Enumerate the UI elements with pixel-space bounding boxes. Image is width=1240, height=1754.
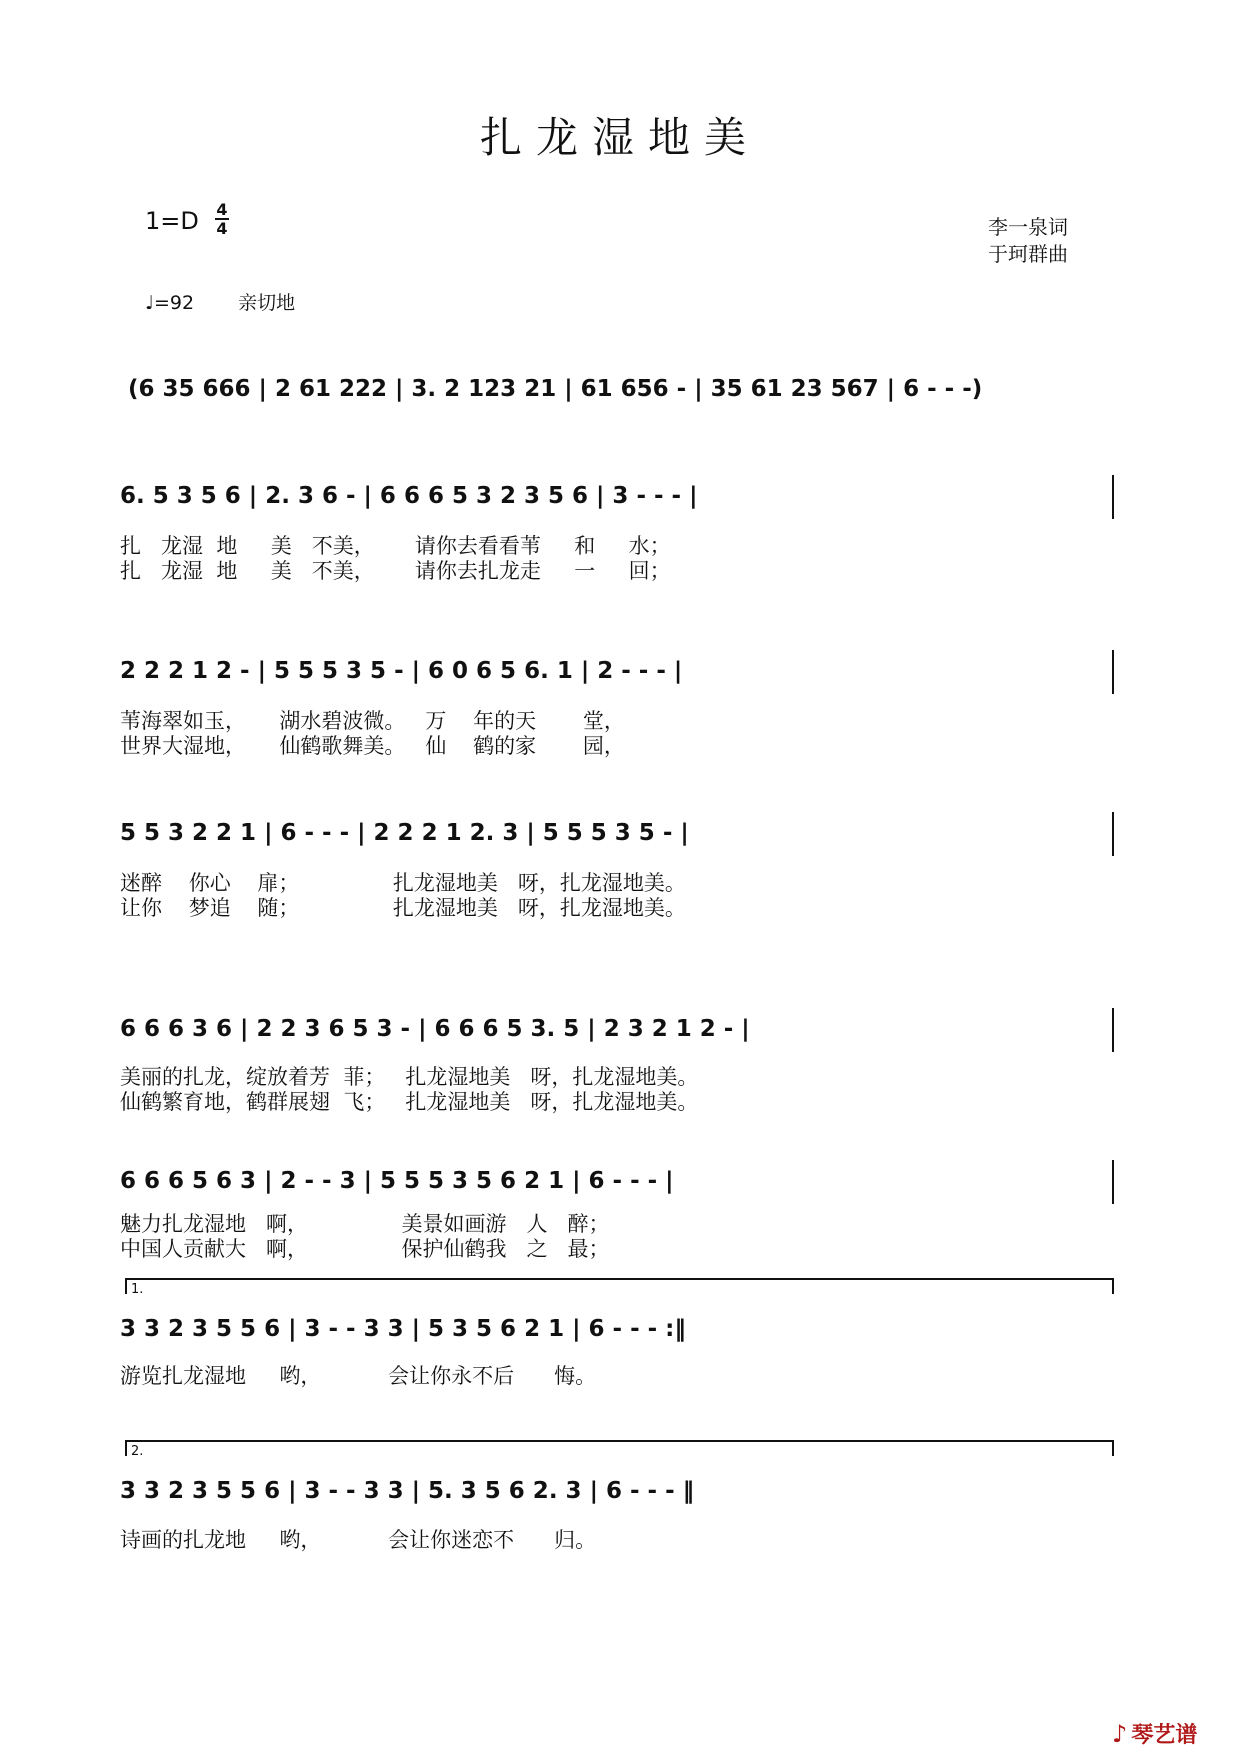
system-notes: 3 3 2 3 5 5 6 | 3 - - 3 3 | 5. 3 5 6 2. 3 | 6 - - - ‖ (120, 1478, 695, 1504)
time-signature (215, 201, 229, 237)
barline (1112, 1008, 1114, 1052)
time-signature-bottom: 4 (216, 219, 228, 238)
system-notes: 6 6 6 5 6 3 | 2 - - 3 | 5 5 5 3 5 6 2 1 | 6 - - - | (120, 1168, 674, 1194)
barline (1112, 650, 1114, 694)
lyric-verse-1: 迷醉 你心 扉； 扎龙湿地美 呀，扎龙湿地美。 (120, 871, 686, 895)
lyric-verse-1: 魅力扎龙湿地 啊， 美景如画游 人 醉； (120, 1212, 610, 1236)
lyric-verse-1: 苇海翠如玉， 湖水碧波微。 万 年的天 堂， (120, 709, 625, 733)
key-signature: 1=D (145, 207, 199, 235)
system-notes: 3 3 2 3 5 5 6 | 3 - - 3 3 | 5 3 5 6 2 1 | 6 - - - :‖ (120, 1316, 686, 1342)
system-notes: 5 5 3 2 2 1 | 6 - - - | 2 2 2 1 2. 3 | 5 5 5 3 5 - | (120, 820, 689, 846)
volta-bracket-1 (125, 1278, 1114, 1297)
credits (988, 214, 1068, 268)
barline (1112, 812, 1114, 856)
tempo-marking (145, 288, 295, 315)
lyric-verse-2: 世界大湿地， 仙鹤歌舞美。 仙 鹤的家 园， (120, 734, 625, 758)
expression-marking: 亲切地 (238, 292, 296, 314)
lyric-verse-2: 让你 梦追 随； 扎龙湿地美 呀，扎龙湿地美。 (120, 896, 686, 920)
lyric-line: 游览扎龙湿地 哟， 会让你永不后 悔。 (120, 1364, 597, 1388)
system-notes: 2 2 2 1 2 - | 5 5 5 3 5 - | 6 0 6 5 6. 1 | 2 - - - | (120, 658, 683, 684)
volta-number: 2. (131, 1444, 144, 1459)
lyric-verse-2: 扎 龙湿 地 美 不美， 请你去扎龙走 一 回； (120, 559, 671, 583)
volta-number: 1. (131, 1282, 144, 1297)
intro-notes: (6 35 666 | 2 61 222 | 3. 2 123 21 | 61 656 - | 35 61 23 567 | 6 - - -) (128, 376, 983, 402)
lyric-verse-1: 美丽的扎龙，绽放着芳 菲； 扎龙湿地美 呀，扎龙湿地美。 (120, 1065, 699, 1089)
system-notes: 6 6 6 3 6 | 2 2 3 6 5 3 - | 6 6 6 5 3. 5 | 2 3 2 1 2 - | (120, 1016, 750, 1042)
song-title: 扎龙湿地美 (479, 113, 760, 162)
logo-icon: ♪ (1112, 1720, 1128, 1748)
system-notes: 6. 5 3 5 6 | 2. 3 6 - | 6 6 6 5 3 2 3 5 6 | 3 - - - | (120, 483, 698, 509)
lyric-verse-2: 中国人贡献大 啊， 保护仙鹤我 之 最； (120, 1237, 610, 1261)
site-logo (1112, 1718, 1197, 1749)
time-signature-top: 4 (216, 200, 228, 219)
lyric-verse-1: 扎 龙湿 地 美 不美， 请你去看看苇 和 水； (120, 534, 671, 558)
composer: 于珂群曲 (988, 242, 1068, 266)
lyric-verse-2: 仙鹤繁育地，鹤群展翅 飞； 扎龙湿地美 呀，扎龙湿地美。 (120, 1090, 699, 1114)
lyricist: 李一泉词 (988, 215, 1068, 239)
lyric-line: 诗画的扎龙地 哟， 会让你迷恋不 归。 (120, 1528, 597, 1552)
volta-bracket-2 (125, 1440, 1114, 1459)
logo-text: 琴艺谱 (1131, 1723, 1198, 1748)
barline (1112, 475, 1114, 519)
barline (1112, 1160, 1114, 1204)
tempo-value: ♩=92 (145, 292, 195, 314)
